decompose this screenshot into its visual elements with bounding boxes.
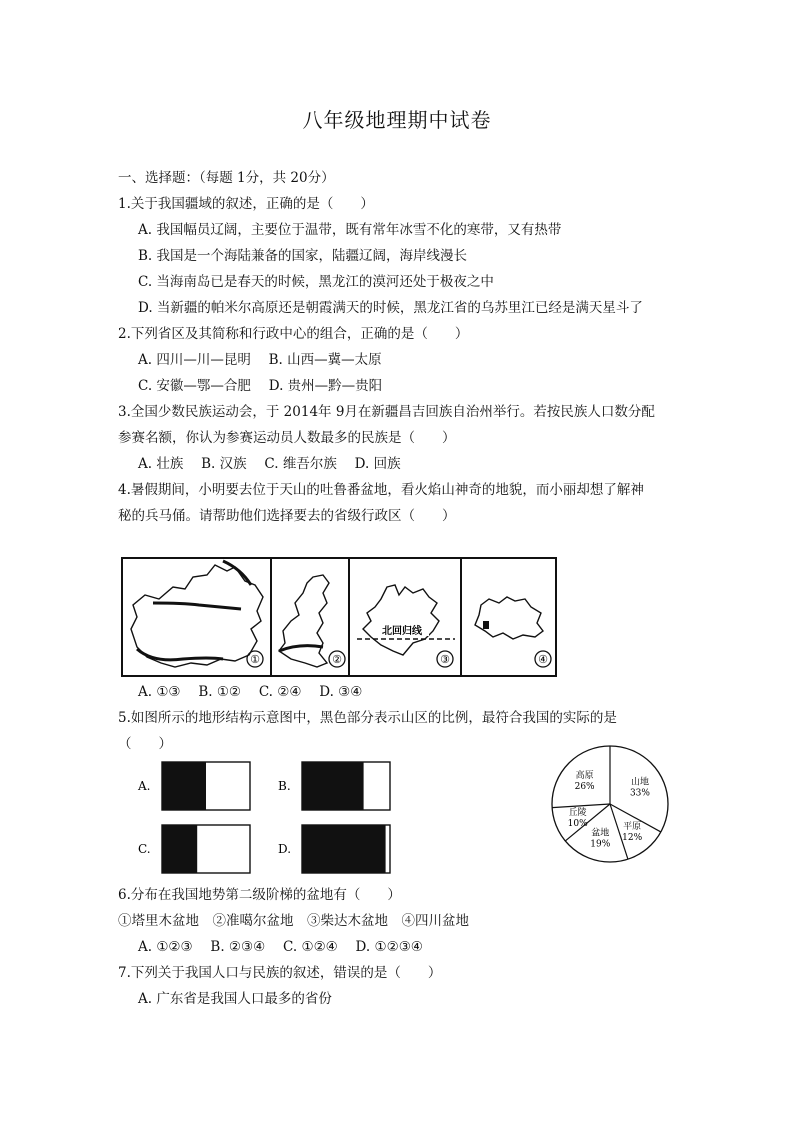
question-3-stem-line-1: 3.全国少数民族运动会，于 2014年 9月在新疆昌吉回族自治州举行。若按民族人口数分配 [118, 404, 655, 420]
section-heading: 一、选择题：（每题 1分，共 20分） [118, 170, 335, 186]
map-4-province-outline [475, 597, 543, 639]
question-2-stem: 2.下列省区及其简称和行政中心的组合，正确的是（ ） [118, 326, 469, 342]
question-4-stem-line-1: 4.暑假期间，小明要去位于天山的吐鲁番盆地，看火焰山神奇的地貌，而小丽却想了解神 [118, 482, 644, 498]
pie-slice-value: 33% [629, 788, 650, 799]
terrain-bar-mountain-fill [162, 762, 206, 810]
map-1-mountain-line [223, 561, 251, 585]
bar-option-b-label: B. [278, 779, 291, 793]
map-4-marker [483, 621, 489, 629]
pie-slice-name: 山地 [630, 777, 649, 788]
question-5-stem-line-2: （ ） [118, 736, 172, 752]
map-1-mountain-line [153, 603, 241, 609]
question-1-stem: 1.关于我国疆域的叙述，正确的是（ ） [118, 196, 374, 212]
question-7-stem: 7.下列关于我国人口与民族的叙述，错误的是（ ） [118, 965, 442, 981]
question-6-options: A. ①②③ B. ②③④ C. ①②④ D. ①②③④ [138, 939, 423, 955]
pie-slice-value: 19% [590, 839, 611, 850]
question-2-options-row-1: A. 四川—川—昆明 B. 山西—冀—太原 [138, 352, 382, 368]
question-7-option-a: A. 广东省是我国人口最多的省份 [138, 991, 332, 1007]
question-1-option-b: B. 我国是一个海陆兼备的国家，陆疆辽阔，海岸线漫长 [138, 248, 468, 264]
map-3-label: ③ [440, 653, 450, 666]
question-1-option-c: C. 当海南岛已是春天的时候，黑龙江的漠河还处于极夜之中 [138, 274, 494, 290]
pie-slice-name: 丘陵 [568, 807, 587, 818]
province-maps-svg [123, 559, 555, 675]
province-maps-figure [121, 557, 557, 677]
terrain-pie-svg [548, 742, 672, 866]
terrain-bar-mountain-fill [162, 825, 197, 873]
page-title: 八年级地理期中试卷 [302, 108, 492, 132]
pie-slice-name: 平原 [623, 821, 642, 832]
bar-option-d-label: D. [278, 842, 292, 856]
question-4-options: A. ①③ B. ①② C. ②④ D. ③④ [138, 684, 363, 700]
map-2-mountain-line [279, 646, 323, 651]
tropic-label: 北回归线 [382, 626, 422, 637]
pie-slice-value: 10% [567, 818, 588, 829]
question-1-option-a: A. 我国幅员辽阔，主要位于温带，既有常年冰雪不化的寒带，又有热带 [138, 222, 562, 238]
bar-option-a-label: A. [138, 779, 151, 793]
terrain-pie-chart [548, 742, 672, 866]
question-1-option-d: D. 当新疆的帕米尔高原还是朝霞满天的时候，黑龙江省的乌苏里江已经是满天星斗了 [138, 300, 643, 316]
question-6-items: ①塔里木盆地 ②准噶尔盆地 ③柴达木盆地 ④四川盆地 [118, 913, 469, 929]
pie-slice-value: 12% [622, 832, 643, 843]
question-4-stem-line-2: 秘的兵马俑。请帮助他们选择要去的省级行政区（ ） [118, 508, 456, 524]
pie-slice-name: 高原 [575, 771, 594, 782]
terrain-bar-mountain-fill [302, 762, 364, 810]
map-2-label: ② [332, 653, 342, 666]
question-5-stem-line-1: 5.如图所示的地形结构示意图中，黑色部分表示山区的比例，最符合我国的实际的是 [118, 710, 617, 726]
pie-slice-name: 盆地 [591, 828, 610, 839]
map-4-label: ④ [538, 653, 548, 666]
terrain-bars-svg [130, 760, 420, 880]
question-2-options-row-2: C. 安徽—鄂—合肥 D. 贵州—黔—贵阳 [138, 378, 383, 394]
terrain-bar-mountain-fill [302, 825, 386, 873]
terrain-structure-options [130, 760, 420, 880]
pie-slice-value: 26% [574, 782, 595, 793]
question-3-options: A. 壮族 B. 汉族 C. 维吾尔族 D. 回族 [138, 456, 401, 472]
map-1-label: ① [250, 653, 260, 666]
bar-option-c-label: C. [138, 842, 151, 856]
map-3-province-outline [363, 585, 439, 655]
map-2-province-outline [279, 575, 329, 667]
question-6-stem: 6.分布在我国地势第二级阶梯的盆地有（ ） [118, 887, 401, 903]
question-3-stem-line-2: 参赛名额，你认为参赛运动员人数最多的民族是（ ） [118, 430, 456, 446]
map-1-province-outline [131, 565, 263, 667]
